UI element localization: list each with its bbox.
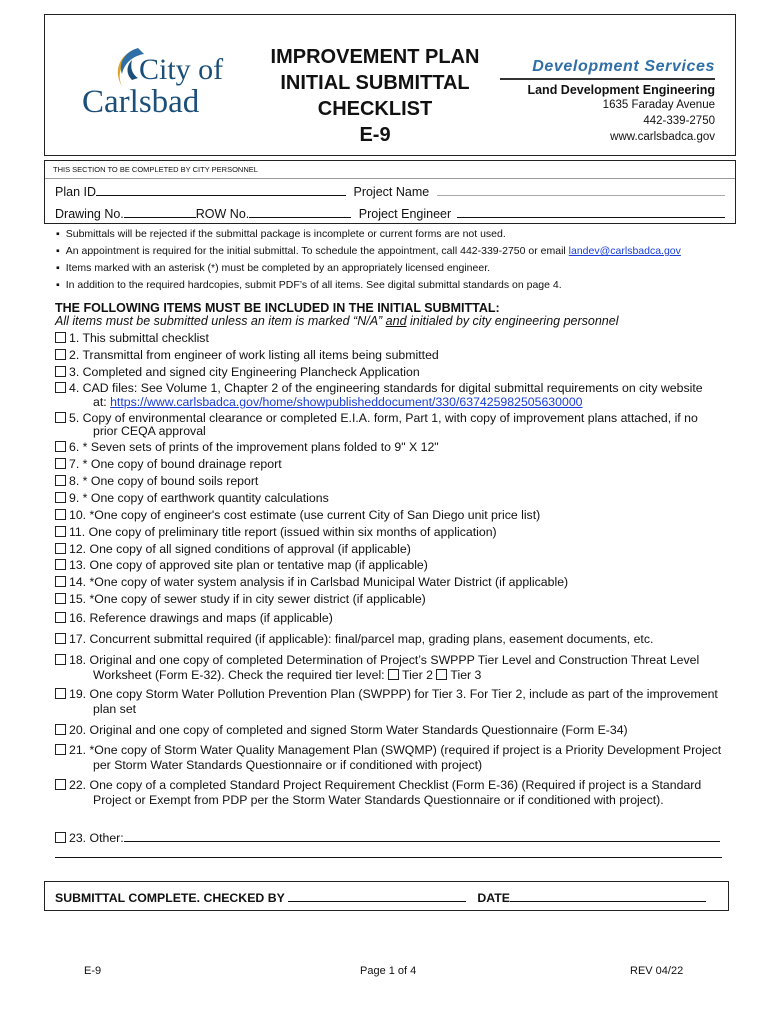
tier2-checkbox[interactable]	[388, 669, 399, 680]
checklist-item-8: 8. * One copy of bound soils report	[55, 475, 258, 489]
personnel-heading: THIS SECTION TO BE COMPLETED BY CITY PERSONNEL	[45, 161, 735, 179]
checkbox[interactable]	[55, 576, 66, 587]
checklist-item-16: 16. Reference drawings and maps (if applicable)	[55, 612, 333, 626]
checklist-item-21-cont: per Storm Water Standards Questionnaire or if conditioned with project)	[93, 758, 483, 772]
checkbox[interactable]	[55, 559, 66, 570]
checklist-item-19-cont: plan set	[93, 702, 137, 716]
checklist-item-22-cont: Project or Exempt from PDP per the Storm Water Standards Questionnaire or if conditioned with project).	[93, 793, 664, 807]
logo-carlsbad: Carlsbad	[82, 84, 200, 120]
form-code: E-9	[84, 965, 102, 977]
row-no-field[interactable]	[249, 205, 351, 218]
phone: 442-339-2750	[643, 115, 715, 127]
submittal-complete-box	[44, 881, 729, 911]
email-link[interactable]: landev@carlsbadca.gov	[568, 245, 681, 257]
submittal-complete-row	[55, 889, 706, 905]
checklist-item-22: 22. One copy of a completed Standard Project Requirement Checklist (Form E-36) (Required if project is a Standard	[55, 779, 701, 793]
items-subheading: All items must be submitted unless an item is marked “N/A” and initialed by city engineering personnel	[55, 314, 619, 328]
logo-city-of: City of	[139, 53, 224, 86]
checkbox[interactable]	[55, 458, 66, 469]
checklist-item-5-cont: prior CEQA approval	[93, 424, 206, 438]
project-name-label: Project Name	[353, 185, 430, 199]
drawing-row	[55, 205, 725, 221]
instruction-1: ▪ Submittals will be rejected if the submittal package is incomplete or current forms are not used.	[56, 226, 681, 243]
address: 1635 Faraday Avenue	[602, 99, 715, 111]
revision: REV 04/22	[630, 965, 684, 977]
plan-id-label: Plan ID	[55, 185, 96, 199]
checklist-item-7: 7. * One copy of bound drainage report	[55, 458, 282, 472]
checkbox[interactable]	[55, 475, 66, 486]
checkbox[interactable]	[55, 332, 66, 343]
page-number: Page 1 of 4	[360, 965, 417, 977]
checkbox[interactable]	[55, 441, 66, 452]
checkbox[interactable]	[55, 412, 66, 423]
checklist-item-14: 14. *One copy of water system analysis if in Carlsbad Municipal Water District (if applicable)	[55, 576, 568, 590]
instruction-4: ▪ In addition to the required hardcopies, submit PDF’s of all items. See digital submittal standards on page 4.	[56, 277, 681, 294]
date-label: DATE	[477, 891, 510, 905]
personnel-section	[44, 160, 736, 224]
checklist-item-19: 19. One copy Storm Water Pollution Prevention Plan (SWPPP) for Tier 3. For Tier 2, include as part of the improvement	[55, 688, 718, 702]
checklist-item-4: 4. CAD files: See Volume 1, Chapter 2 of the engineering standards for digital submittal requirements on city website	[55, 382, 703, 396]
checkbox[interactable]	[55, 688, 66, 699]
checkbox[interactable]	[55, 366, 66, 377]
checklist-item-1: 1. This submittal checklist	[55, 332, 209, 346]
checkbox[interactable]	[55, 543, 66, 554]
checklist-item-11: 11. One copy of preliminary title report (issued within six months of application)	[55, 526, 497, 540]
checkbox[interactable]	[55, 492, 66, 503]
items-heading-block	[55, 302, 618, 328]
document-title: IMPROVEMENT PLAN INITIAL SUBMITTAL CHECKLIST E-9	[270, 46, 480, 146]
project-name-field[interactable]	[437, 183, 725, 196]
checkbox[interactable]	[55, 593, 66, 604]
checklist-item-6: 6. * Seven sets of prints of the improvement plans folded to 9" X 12"	[55, 441, 439, 455]
checklist-item-12: 12. One copy of all signed conditions of approval (if applicable)	[55, 543, 411, 557]
checkbox[interactable]	[55, 633, 66, 644]
checklist-item-5: 5. Copy of environmental clearance or completed E.I.A. form, Part 1, with copy of improvement plans attached, if no	[55, 412, 698, 426]
checklist-item-23: 23. Other:	[55, 829, 720, 846]
checkbox[interactable]	[55, 724, 66, 735]
division-name: Land Development Engineering	[527, 83, 715, 97]
checklist-item-21: 21. *One copy of Storm Water Quality Management Plan (SWQMP) (required if project is a Priority Development Project	[55, 744, 721, 758]
checklist-item-4-link-line: at: https://www.carlsbadca.gov/home/showpublisheddocument/330/637425982505630000	[93, 395, 583, 409]
plan-id-field[interactable]	[96, 183, 346, 196]
checkbox[interactable]	[55, 744, 66, 755]
checkbox[interactable]	[55, 509, 66, 520]
checked-by-label: SUBMITTAL COMPLETE. CHECKED BY	[55, 891, 288, 905]
checklist-item-18: 18. Original and one copy of completed Determination of Project’s SWPPP Tier Level and Construction Threat Level	[55, 654, 699, 668]
dept-name: Development Services	[532, 58, 715, 75]
checkbox[interactable]	[55, 382, 66, 393]
checklist-item-17: 17. Concurrent submittal required (if applicable): final/parcel map, grading plans, easement documents, etc.	[55, 633, 653, 647]
checklist-item-2: 2. Transmittal from engineer of work listing all items being submitted	[55, 349, 439, 363]
project-engineer-label: Project Engineer	[358, 207, 452, 221]
row-no-label: ROW No.	[195, 207, 250, 221]
checklist-item-9: 9. * One copy of earthwork quantity calculations	[55, 492, 329, 506]
checklist-item-10: 10. *One copy of engineer's cost estimate (use current City of San Diego unit price list)	[55, 509, 540, 523]
checkbox[interactable]	[55, 654, 66, 665]
other-field[interactable]	[124, 829, 720, 842]
instruction-3: ▪ Items marked with an asterisk (*) must be completed by an appropriately licensed engineer.	[56, 260, 681, 277]
checked-by-field[interactable]	[288, 889, 466, 902]
checkbox[interactable]	[55, 349, 66, 360]
drawing-no-label: Drawing No.	[55, 207, 124, 221]
project-engineer-field[interactable]	[457, 205, 725, 218]
tier3-checkbox[interactable]	[436, 669, 447, 680]
department-info	[500, 58, 715, 145]
checklist-item-13: 13. One copy of approved site plan or tentative map (if applicable)	[55, 559, 428, 573]
checklist-item-18-cont: Worksheet (Form E-32). Check the required tier level: Tier 2 Tier 3	[93, 668, 482, 682]
checkbox[interactable]	[55, 832, 66, 843]
cad-standards-link[interactable]: https://www.carlsbadca.gov/home/showpublisheddocument/330/637425982505630000	[110, 395, 583, 409]
checkbox[interactable]	[55, 526, 66, 537]
checkbox[interactable]	[55, 779, 66, 790]
checklist-item-20: 20. Original and one copy of completed and signed Storm Water Standards Questionnaire (Form E-34)	[55, 724, 628, 738]
checklist-item-15: 15. *One copy of sewer study if in city sewer district (if applicable)	[55, 593, 426, 607]
divider	[500, 78, 715, 80]
website: www.carlsbadca.gov	[610, 131, 715, 143]
instruction-2: ▪ An appointment is required for the initial submittal. To schedule the appointment, call 442-339-2750 or email landev@carlsbadca.gov	[56, 243, 681, 260]
checklist-item-3: 3. Completed and signed city Engineering Plancheck Application	[55, 366, 420, 380]
checkbox[interactable]	[55, 612, 66, 623]
other-field-line-2[interactable]	[55, 857, 722, 858]
items-heading: THE FOLLOWING ITEMS MUST BE INCLUDED IN THE INITIAL SUBMITTAL:	[55, 301, 500, 315]
drawing-no-field[interactable]	[124, 205, 196, 218]
instructions-list	[56, 226, 681, 294]
date-field[interactable]	[510, 889, 706, 902]
plan-row	[55, 183, 725, 199]
